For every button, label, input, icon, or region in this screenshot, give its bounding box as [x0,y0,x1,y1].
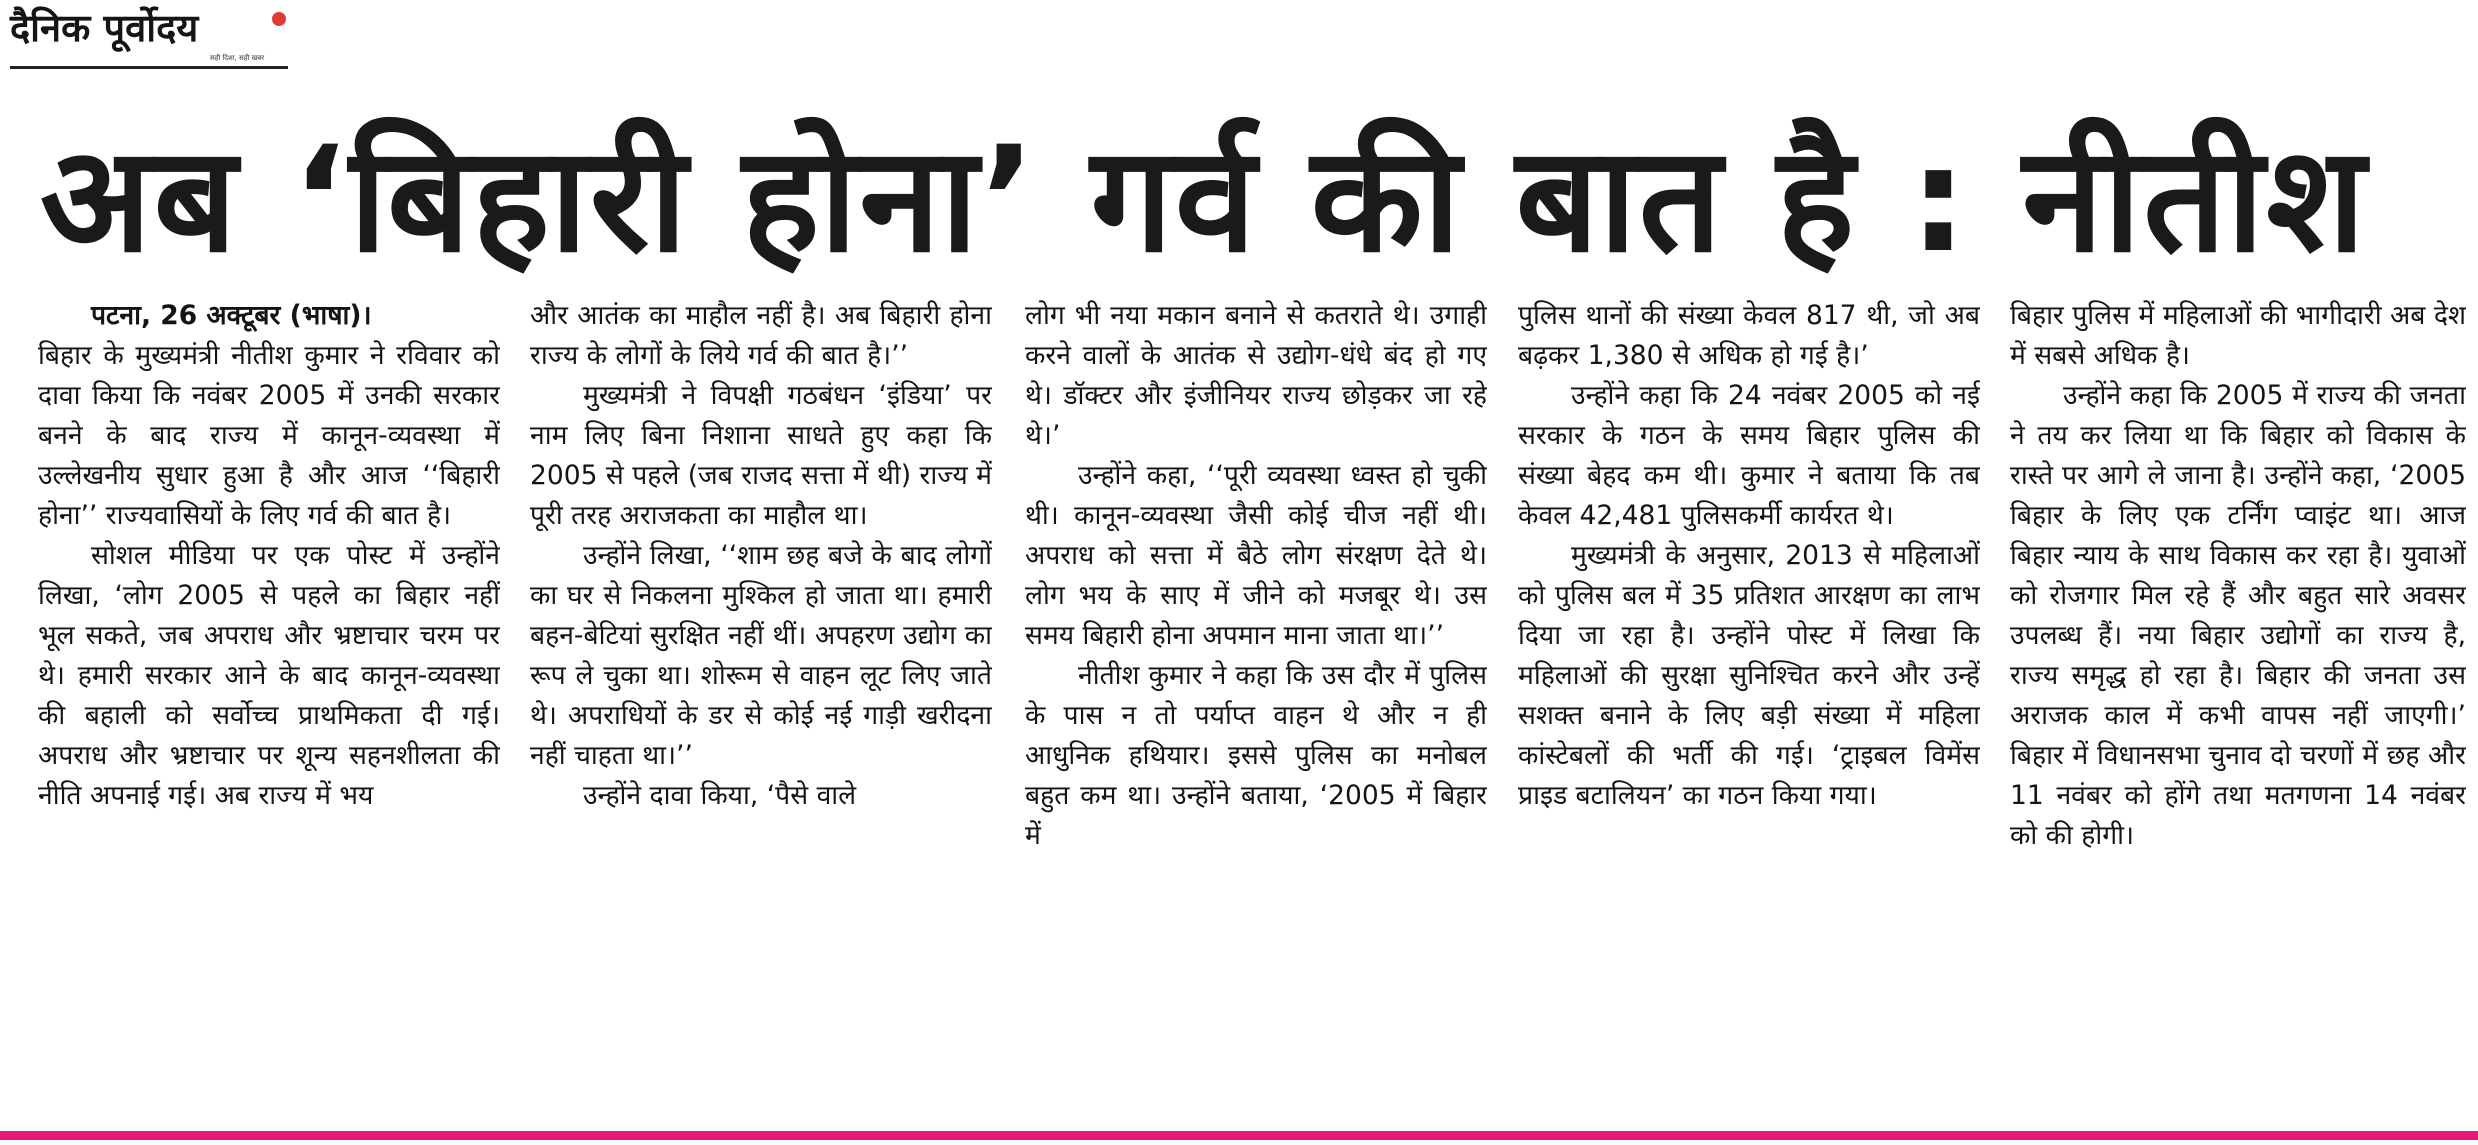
bottom-accent-rule [0,1131,2478,1140]
article-paragraph: पुलिस थानों की संख्या केवल 817 थी, जो अब बढ़कर 1,380 से अधिक हो गई है।’ [1518,300,1980,371]
article-paragraph: लोग भी नया मकान बनाने से कतराते थे। उगाही करने वालों के आतंक से उद्योग-धंधे बंद हो गए थे। डॉक्टर और इंजीनियर राज्य छोड़कर जा रहे थे।’ [1025,300,1487,451]
newspaper-tagline: सही दिशा, सही खबर [210,54,265,62]
masthead-underline [10,66,288,69]
article-paragraph [38,296,500,336]
logo-dot-icon [272,12,286,26]
article-column-2 [530,296,992,1126]
article-paragraph: सोशल मीडिया पर एक पोस्ट में उन्होंने लिखा, ‘लोग 2005 से पहले का बिहार नहीं भूल सकते, जब अपराध और भ्रष्टाचार चरम पर थे। हमारी सरकार आने के बाद कानून-व्यवस्था की बहाली को सर्वोच्च प्राथमिकता दी गई। अपराध और भ्रष्टाचार पर शून्य सहनशीलता की नीति अपनाई गई। अब राज्य में भय [38,540,500,811]
article-paragraph: उन्होंने कहा, ‘‘पूरी व्यवस्था ध्वस्त हो चुकी थी। कानून-व्यवस्था जैसी कोई चीज नहीं थी। अपराध को सत्ता में बैठे लोग संरक्षण देते थे। लोग भय के साए में जीने को मजबूर थे। उस समय बिहारी होना अपमान माना जाता था।’’ [1025,460,1487,651]
article-column-1 [38,296,500,1126]
article-paragraph: उन्होंने कहा कि 2005 में राज्य की जनता ने तय कर लिया था कि बिहार को विकास के रास्ते पर आगे ले जाना है। उन्होंने कहा, ‘2005 बिहार के लिए एक टर्निंग प्वाइंट था। आज बिहार न्याय के साथ विकास कर रहा है। युवाओं को रोजगार मिल रहे हैं और बहुत सारे अवसर उपलब्ध हैं। नया बिहार उद्योगों का राज्य है, राज्य समृद्ध हो रहा है। बिहार की जनता उस अराजक काल में कभी वापस नहीं जाएगी।’ बिहार में विधानसभा चुनाव दो चरणों में छह और 11 नवंबर को होंगे तथा मतगणना 14 नवंबर को की होगी। [2010,380,2466,851]
article-paragraph: बिहार के मुख्यमंत्री नीतीश कुमार ने रविवार को दावा किया कि नवंबर 2005 में उनकी सरकार बनने के बाद राज्य में कानून-व्यवस्था में उल्लेखनीय सुधार हुआ है और आज ‘‘बिहारी होना’’ राज्यवासियों के लिए गर्व की बात है। [38,340,500,531]
article-paragraph: मुख्यमंत्री के अनुसार, 2013 से महिलाओं को पुलिस बल में 35 प्रतिशत आरक्षण का लाभ दिया जा रहा है। उन्होंने पोस्ट में लिखा कि महिलाओं की सुरक्षा सुनिश्चित करने और उन्हें सशक्त बनाने के लिए बड़ी संख्या में महिला कांस्टेबलों की भर्ती की गई। ‘ट्राइबल विमेंस प्राइड बटालियन’ का गठन किया गया। [1518,540,1980,811]
masthead [10,4,288,70]
article-paragraph: बिहार पुलिस में महिलाओं की भागीदारी अब देश में सबसे अधिक है। [2010,300,2466,371]
article-paragraph: मुख्यमंत्री ने विपक्षी गठबंधन ‘इंडिया’ पर नाम लिए बिना निशाना साधते हुए कहा कि 2005 से पहले (जब राजद सत्ता में थी) राज्य में पूरी तरह अराजकता का माहौल था। [530,380,992,531]
article-paragraph: नीतीश कुमार ने कहा कि उस दौर में पुलिस के पास न तो पर्याप्त वाहन थे और न ही आधुनिक हथियार। इससे पुलिस का मनोबल बहुत कम था। उन्होंने बताया, ‘2005 में बिहार में [1025,660,1487,851]
article-paragraph: और आतंक का माहौल नहीं है। अब बिहारी होना राज्य के लोगों के लिये गर्व की बात है।’’ [530,300,992,371]
article-headline: अब ‘बिहारी होना’ गर्व की बात है : नीतीश [40,115,2368,285]
article-column-5 [2010,296,2466,1126]
article-body [38,296,2478,1126]
article-paragraph: उन्होंने लिखा, ‘‘शाम छह बजे के बाद लोगों का घर से निकलना मुश्किल हो जाता था। हमारी बहन-बेटियां सुरक्षित नहीं थीं। अपहरण उद्योग का रूप ले चुका था। शोरूम से वाहन लूट लिए जाते थे। अपराधियों के डर से कोई नई गाड़ी खरीदना नहीं चाहता था।’’ [530,540,992,771]
article-paragraph: उन्होंने कहा कि 24 नवंबर 2005 को नई सरकार के गठन के समय बिहार पुलिस की संख्या बेहद कम थी। कुमार ने बताया कि तब केवल 42,481 पुलिसकर्मी कार्यरत थे। [1518,380,1980,531]
newspaper-logo: दैनिक पूर्वोदय [10,6,199,50]
article-column-4 [1518,296,1980,1126]
article-paragraph: उन्होंने दावा किया, ‘पैसे वाले [583,780,857,811]
dateline: पटना, 26 अक्टूबर (भाषा)। [91,300,372,331]
article-column-3 [1025,296,1487,1126]
